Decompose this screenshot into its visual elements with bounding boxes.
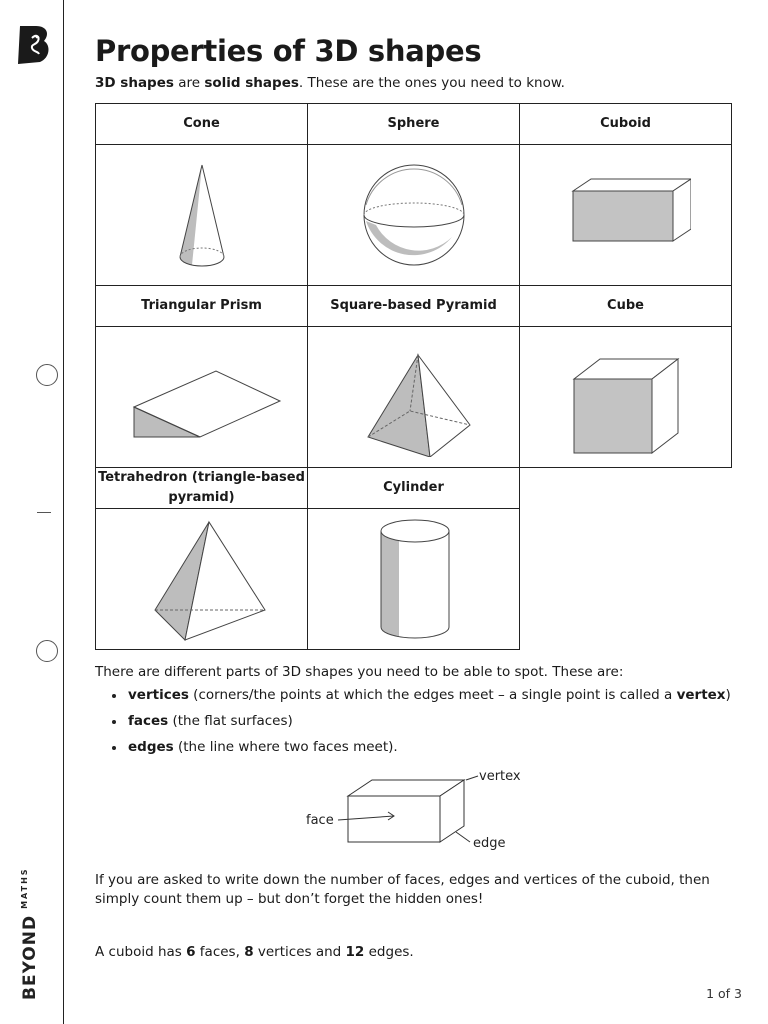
sphere-icon	[354, 155, 474, 275]
shapes-table	[95, 103, 732, 650]
parts-intro: There are different parts of 3D shapes you need to be able to spot. These are:	[95, 664, 624, 680]
shape-label: Cylinder	[308, 468, 520, 509]
brand-name: BEYOND	[20, 914, 40, 1000]
cuboid-parts-diagram	[300, 762, 540, 857]
square-pyramid-icon	[354, 337, 474, 457]
shape-label: Square-based Pyramid	[308, 286, 520, 327]
shape-label: Tetrahedron (triangle-based pyramid)	[96, 468, 308, 509]
shape-label: Cube	[520, 286, 732, 327]
cylinder-icon	[369, 519, 459, 639]
binder-hole	[36, 364, 58, 386]
shape-label: Triangular Prism	[96, 286, 308, 327]
shape-label: Cone	[96, 104, 308, 145]
brand-vertical	[20, 860, 50, 1000]
brand-sub: MATHS	[20, 867, 29, 909]
binder-hole	[36, 640, 58, 662]
triangular-prism-icon	[122, 337, 282, 457]
tetrahedron-icon	[137, 514, 267, 644]
hint-text: If you are asked to write down the number of faces, edges and vertices of the cuboid, then simply count them up – but don’t forget the hidden ones!	[95, 872, 710, 907]
page-number: 1 of 3	[706, 986, 742, 1001]
intro-text: 3D shapes are solid shapes. These are the ones you need to know.	[95, 75, 565, 91]
vertex-label: vertex	[479, 769, 521, 784]
edge-label: edge	[473, 836, 506, 851]
beyond-logo-icon	[14, 24, 52, 66]
summary-text: A cuboid has 6 faces, 8 vertices and 12 edges.	[95, 944, 414, 960]
shape-label: Cuboid	[520, 104, 732, 145]
shape-label: Sphere	[308, 104, 520, 145]
list-item: vertices (corners/the points at which the edges meet – a single point is called a vertex)	[108, 686, 731, 705]
list-item: faces (the flat surfaces)	[108, 712, 731, 731]
cube-icon	[566, 337, 686, 457]
fold-mark	[37, 512, 51, 513]
margin-line	[63, 0, 64, 1024]
cone-icon	[142, 155, 262, 275]
list-item: edges (the line where two faces meet).	[108, 738, 731, 757]
face-label: face	[306, 813, 334, 828]
parts-list	[108, 686, 731, 764]
cuboid-icon	[561, 155, 691, 275]
page-title: Properties of 3D shapes	[95, 34, 482, 68]
